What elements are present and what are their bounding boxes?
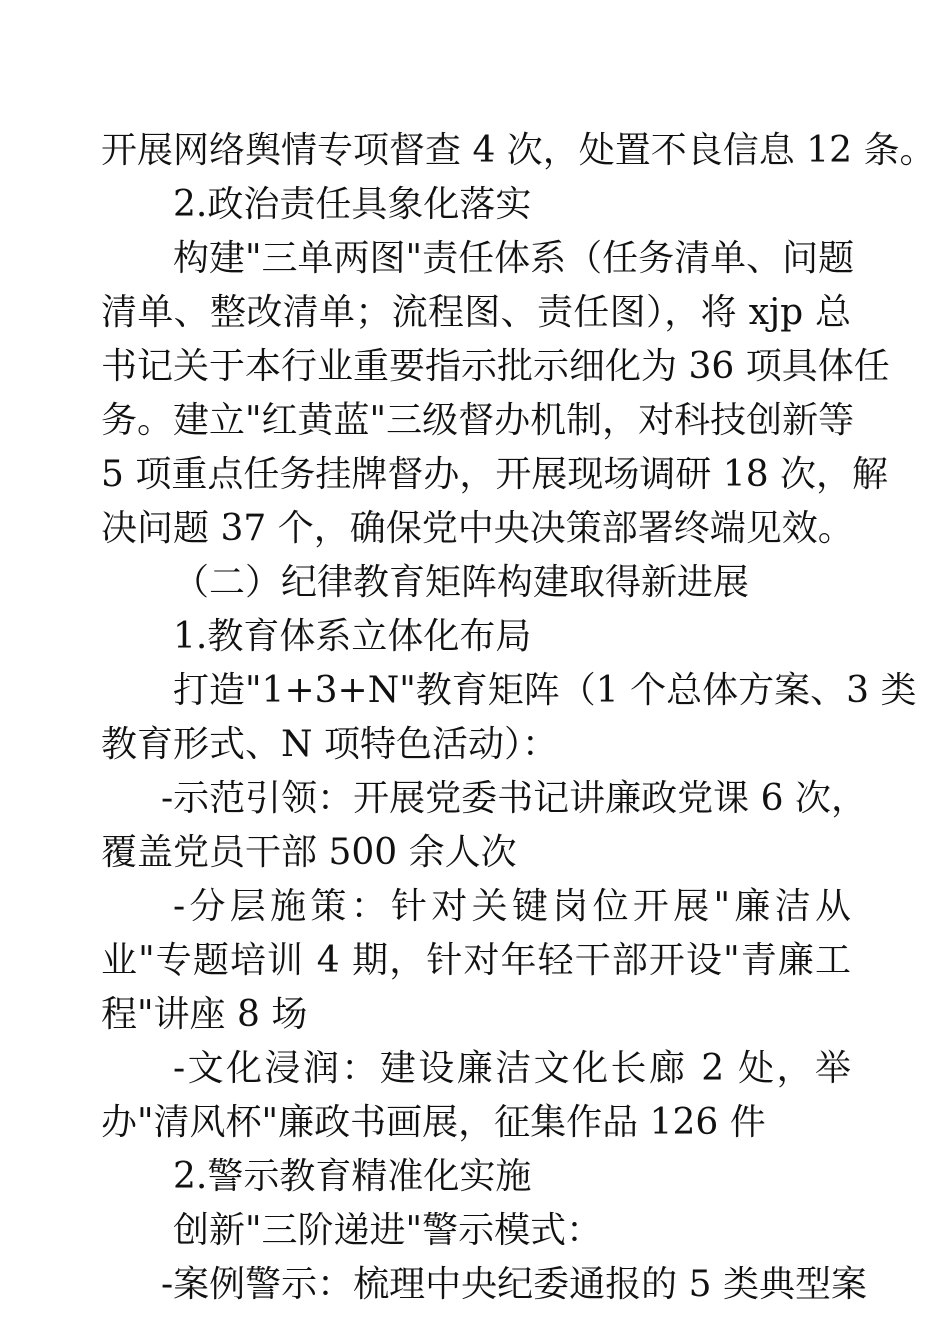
paragraph-line: 打造"1+3+N"教育矩阵（1 个总体方案、3 类 xyxy=(173,670,917,711)
paragraph-line: 书记关于本行业重要指示批示细化为 36 项具体任 xyxy=(101,346,890,387)
section-heading: 2.警示教育精准化实施 xyxy=(173,1156,532,1197)
section-heading: 1.教育体系立体化布局 xyxy=(173,616,532,657)
section-heading: （二）纪律教育矩阵构建取得新进展 xyxy=(173,562,750,603)
paragraph-line: 教育形式、N 项特色活动）： xyxy=(101,724,558,765)
paragraph-line: 清单、整改清单；流程图、责任图），将 xjp 总 xyxy=(101,292,851,333)
bullet-line: -分层施策：针对关键岗位开展"廉洁从 xyxy=(173,886,851,927)
paragraph-line: 业"专题培训 4 期，针对年轻干部开设"青廉工 xyxy=(101,940,851,981)
section-heading: 2.政治责任具象化落实 xyxy=(173,184,532,225)
paragraph-line: 构建"三单两图"责任体系（任务清单、问题 xyxy=(173,238,855,279)
bullet-line: -文化浸润：建设廉洁文化长廊 2 处，举 xyxy=(173,1048,851,1089)
paragraph-line: 务。建立"红黄蓝"三级督办机制，对科技创新等 xyxy=(101,400,855,441)
paragraph-line: 程"讲座 8 场 xyxy=(101,994,308,1035)
bullet-line: -案例警示：梳理中央纪委通报的 5 类典型案 xyxy=(161,1264,867,1305)
paragraph-line: 覆盖党员干部 500 余人次 xyxy=(101,832,517,873)
paragraph-line: 创新"三阶递进"警示模式： xyxy=(173,1210,603,1251)
paragraph-line: 5 项重点任务挂牌督办，开展现场调研 18 次，解 xyxy=(101,454,889,495)
paragraph-line: 开展网络舆情专项督查 4 次，处置不良信息 12 条。 xyxy=(101,130,936,171)
paragraph-line: 决问题 37 个，确保党中央决策部署终端见效。 xyxy=(101,508,854,549)
paragraph-line: 办"清风杯"廉政书画展，征集作品 126 件 xyxy=(101,1102,766,1143)
bullet-line: -示范引领：开展党委书记讲廉政党课 6 次， xyxy=(161,778,867,819)
document-body xyxy=(101,124,936,1312)
